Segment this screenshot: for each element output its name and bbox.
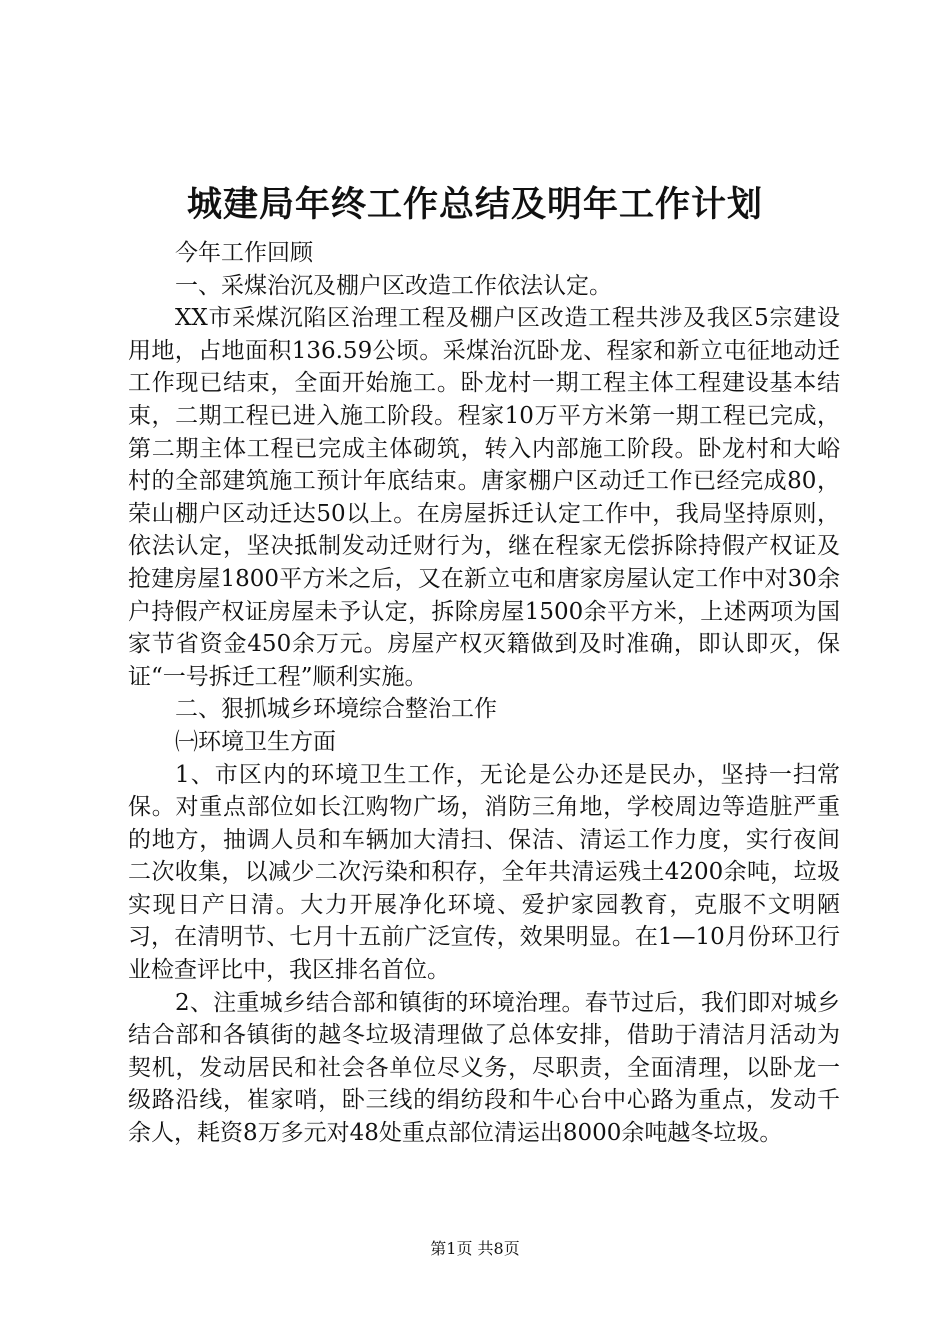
paragraph-section-heading: 今年工作回顾 [175, 240, 313, 266]
paragraph-body-2: 1、市区内的环境卫生工作，无论是公办还是民办，坚持一扫常保。对重点部位如长江购物广场，消防三角地，学校周边等造脏严重的地方，抽调人员和车辆加大清扫、保洁、清运工作力度，实行夜间二次收集，以减少二次污染和积存，全年共清运残土4200余吨，垃圾实现日产日清。大力开展净化环境、爱护家园教育，克服不文明陋习，在清明节、七月十五前广泛宣传，效果明显。在1—10月份环卫行业检查评比中，我区排名首位。 [128, 761, 840, 984]
document-title: 城建局年终工作总结及明年工作计划 [186, 185, 763, 225]
paragraph-item-heading-2: 二、狠抓城乡环境综合整治工作 [175, 696, 497, 723]
paragraph-body-3: 2、注重城乡结合部和镇街的环境治理。春节过后，我们即对城乡结合部和各镇街的越冬垃圾清理做了总体安排，借助于清洁月活动为契机，发动居民和社会各单位尽义务，尽职责，全面清理，以卧龙一级路沿线，崔家哨，卧三线的绢纺段和牛心台中心路为重点，发动千余人，耗资8万多元对48处重点部位清运出8000余吨越冬垃圾。 [128, 989, 840, 1147]
paragraph-subheading: ㈠环境卫生方面 [175, 728, 336, 755]
paragraph-item-heading-1: 一、采煤治沉及棚户区改造工作依法认定。 [175, 272, 612, 299]
page-footer: 第1页 共8页 [430, 1239, 520, 1258]
document-body [128, 237, 840, 1150]
paragraph-body-1: XX市采煤沉陷区治理工程及棚户区改造工程共涉及我区5宗建设用地，占地面积136.59公顷。采煤治沉卧龙、程家和新立屯征地动迁工作现已结束，全面开始施工。卧龙村一期工程主体工程建设基本结束，二期工程已进入施工阶段。程家10万平方米第一期工程已完成，第二期主体工程已完成主体砌筑，转入内部施工阶段。卧龙村和大峪村的全部建筑施工预计年底结束。唐家棚户区动迁工作已经完成80，荣山棚户区动迁达50以上。在房屋拆迁认定工作中，我局坚持原则，依法认定，坚决抵制发动迁财行为，继在程家无偿拆除持假产权证及抢建房屋1800平方米之后，又在新立屯和唐家房屋认定工作中对30余户持假产权证房屋未予认定，拆除房屋1500余平方米，上述两项为国家节省资金450余万元。房屋产权灭籍做到及时准确，即认即灭，保证“一号拆迁工程”顺利实施。 [128, 305, 840, 690]
